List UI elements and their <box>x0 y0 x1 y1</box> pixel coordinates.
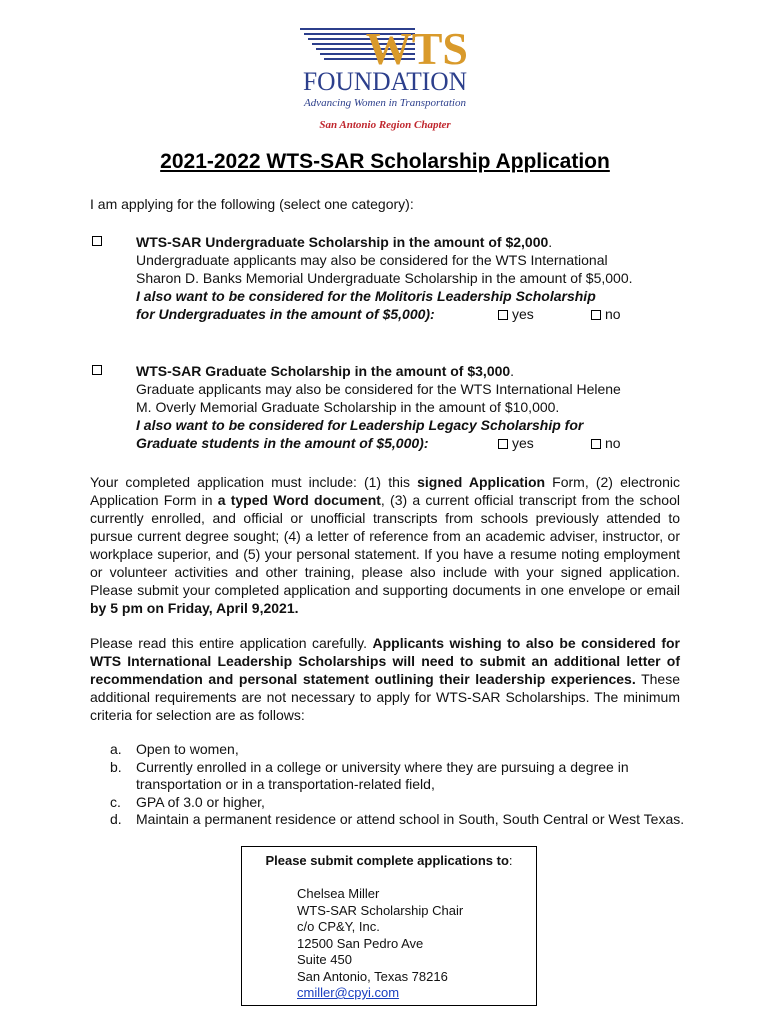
leadership-question-cont: for Undergraduates in the amount of $5,000): <box>136 306 435 322</box>
list-letter: c. <box>110 793 121 810</box>
list-text: Open to women, <box>136 741 239 757</box>
list-item <box>110 741 690 759</box>
yes-label: yes <box>512 306 534 322</box>
list-item <box>110 794 690 812</box>
yes-checkbox[interactable] <box>498 439 508 449</box>
intro-text: I am applying for the following (select one category): <box>90 196 414 212</box>
req-text: Your completed application must include: (1) this <box>90 474 418 490</box>
category-body-line: Sharon D. Banks Memorial Undergraduate Scholarship in the amount of $5,000. <box>136 270 633 286</box>
submit-heading-colon: : <box>508 853 513 868</box>
heading-period: . <box>548 234 553 250</box>
list-letter: a. <box>110 741 122 757</box>
category-body-line: M. Overly Memorial Graduate Scholarship in the amount of $10,000. <box>136 399 560 415</box>
list-text: Maintain a permanent residence or attend school in South, South Central or West Texas. <box>136 811 685 827</box>
address-line: WTS-SAR Scholarship Chair <box>297 902 464 918</box>
submit-heading <box>242 853 536 868</box>
wts-foundation-logo <box>300 22 470 112</box>
requirements-paragraph <box>90 473 680 617</box>
address-line: 12500 San Pedro Ave <box>297 935 424 951</box>
submit-heading-text: Please submit complete applications to <box>265 853 509 868</box>
no-label: no <box>605 435 621 451</box>
address-line: San Antonio, Texas 78216 <box>297 968 448 984</box>
address-line: Chelsea Miller <box>297 886 380 901</box>
yes-label: yes <box>512 435 534 451</box>
page-title: 2021-2022 WTS-SAR Scholarship Application <box>160 150 610 173</box>
list-item <box>110 811 690 829</box>
address-line: Suite 450 <box>297 952 352 967</box>
logo-letters: WTS <box>365 23 468 74</box>
yes-checkbox[interactable] <box>498 310 508 320</box>
email-link[interactable]: cmiller@cpyi.com <box>297 985 400 1000</box>
no-label: no <box>605 306 621 322</box>
logo-word: FOUNDATION <box>303 67 468 96</box>
category-body-line: Graduate applicants may also be considered for the WTS International Helene <box>136 381 621 397</box>
list-text: GPA of 3.0 or higher, <box>136 793 265 810</box>
address-line: c/o CP&Y, Inc. <box>297 919 380 934</box>
list-text: Currently enrolled in a college or university where they are pursuing a degree in transportation or in a transportation-related field, <box>136 758 629 792</box>
read-carefully-paragraph <box>90 634 680 724</box>
undergraduate-category-checkbox[interactable] <box>92 236 102 246</box>
list-letter: d. <box>110 811 122 827</box>
graduate-category <box>136 362 696 452</box>
category-heading: WTS-SAR Undergraduate Scholarship in the amount of $2,000 <box>136 234 549 250</box>
logo-tagline: Advancing Women in Transportation <box>302 97 467 109</box>
read-text: Please read this entire application carefully. <box>90 635 373 651</box>
list-item <box>110 759 690 794</box>
read-bold: Applicants wishing to also be considered for WTS International Leadership Scholarships will need to submit an additional letter of recommendation and personal statement outlining their leadership experiences. <box>90 635 681 687</box>
submit-address-box <box>241 846 537 1006</box>
read-text: These additional requirements are not necessary to apply for WTS-SAR Scholarships. The minimum criteria for selection are as follows: <box>90 671 680 723</box>
chapter-name: San Antonio Region Chapter <box>319 119 451 131</box>
criteria-list <box>110 741 690 829</box>
list-letter: b. <box>110 758 122 775</box>
req-bold: signed Application <box>417 474 546 490</box>
no-checkbox[interactable] <box>591 439 601 449</box>
leadership-question-cont: Graduate students in the amount of $5,000): <box>136 435 429 451</box>
req-deadline: by 5 pm on Friday, April 9,2021. <box>90 600 299 616</box>
graduate-category-checkbox[interactable] <box>92 365 102 375</box>
req-text: , (3) a current official transcript from the school currently enrolled, and official or unofficial transcripts from schools previously attended to pursue current degree sought; (4) a letter of reference from an academic adviser, instructor, or workplace superior, and (5) your personal statement. If you have a resume noting employment or volunteer activities and other training, please also include with your signed application. Please submit your completed application and supporting documents in one envelope or email <box>90 492 680 598</box>
category-heading: WTS-SAR Graduate Scholarship in the amount of $3,000 <box>136 363 511 379</box>
address-lines <box>297 886 536 1002</box>
undergraduate-category <box>136 233 696 323</box>
heading-period: . <box>510 363 515 379</box>
req-text: Form, (2) electronic Application Form in <box>90 474 680 508</box>
req-bold: a typed Word document <box>217 492 381 508</box>
leadership-question: I also want to be considered for the Molitoris Leadership Scholarship <box>136 288 596 304</box>
leadership-question: I also want to be considered for Leadership Legacy Scholarship for <box>136 417 584 433</box>
category-body-line: Undergraduate applicants may also be considered for the WTS International <box>136 252 608 268</box>
no-checkbox[interactable] <box>591 310 601 320</box>
